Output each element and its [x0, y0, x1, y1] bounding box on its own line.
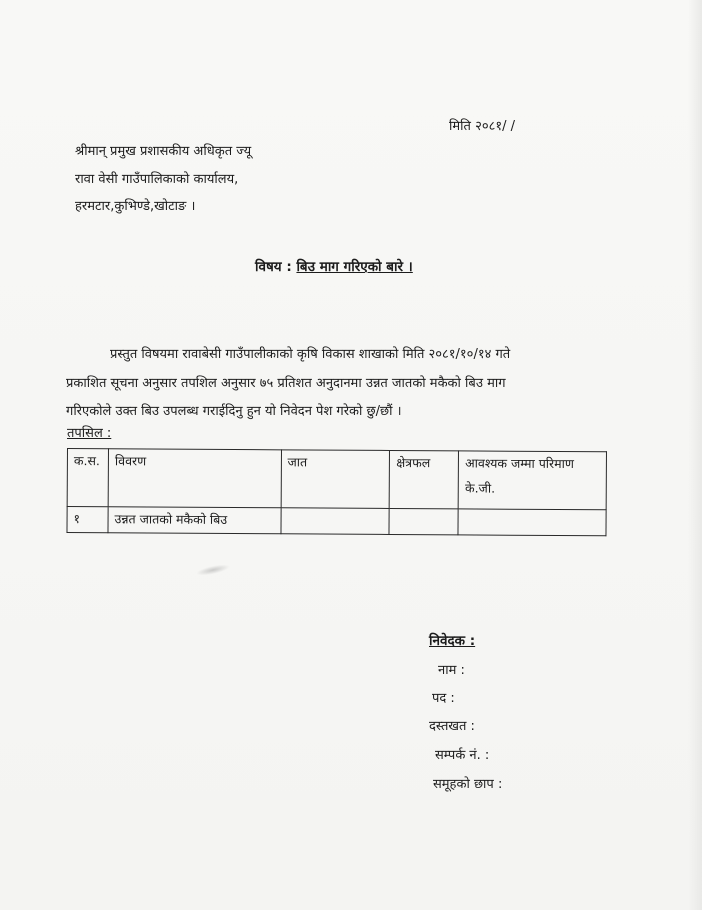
- header-quantity-unit: के.जी.: [464, 480, 496, 496]
- subject-text: बिउ माग गरिएको बारे ।: [296, 259, 413, 275]
- applicant-title: निवेदक :: [429, 633, 476, 649]
- applicant-contact-label: सम्पर्क नं. :: [435, 748, 490, 763]
- table-row: [67, 507, 606, 536]
- table-header-row: [67, 449, 606, 510]
- date-line: [449, 116, 515, 134]
- body-line-2: प्रकाशित सूचना अनुसार तपशिल अनुसार ७५ प्रतिशत अनुदानमा उन्नत जातको मकैको बिउ माग: [66, 376, 506, 391]
- applicant-post-label: पद :: [432, 691, 455, 706]
- applicant-name-label: नाम :: [438, 663, 465, 678]
- header-sn: क.स.: [67, 449, 108, 507]
- cell-quantity: [458, 509, 606, 536]
- subject-line: [255, 257, 413, 275]
- header-type: जात: [281, 450, 390, 509]
- details-heading: तपसिल :: [67, 426, 112, 441]
- recipient-line-1: श्रीमान् प्रमुख प्रशासकीय अधिकृत ज्यू: [75, 144, 252, 159]
- recipient-line-3: हरमटार,कुभिण्डे,खोटाङ ।: [75, 199, 196, 214]
- cell-description: उन्नत जातको मकैको बिउ: [108, 507, 281, 534]
- applicant-stamp-label: समूहको छाप :: [433, 777, 503, 792]
- cell-type: [281, 508, 390, 535]
- paper-edge-shadow: [688, 0, 702, 910]
- cell-area: [389, 508, 458, 534]
- date-value: २०८१/ /: [475, 119, 515, 134]
- header-quantity: [458, 451, 606, 510]
- subject-label: विषय :: [255, 259, 292, 275]
- cell-sn: १: [67, 507, 108, 533]
- header-area: क्षेत्रफल: [389, 450, 458, 508]
- details-table: [66, 448, 607, 536]
- header-quantity-label: आवश्यक जम्मा परिमाण: [465, 455, 574, 472]
- header-description: विवरण: [108, 449, 281, 508]
- date-label: मिति: [449, 119, 471, 134]
- recipient-line-2: रावा वेसी गाउँपालिकाको कार्यालय,: [75, 172, 239, 187]
- body-line-3: गरिएकोले उक्त बिउ उपलब्ध गराईदिनु हुन यो निवेदन पेश गरेको छु/छौं ।: [66, 404, 402, 419]
- ink-smudge: [196, 563, 231, 578]
- applicant-signature-label: दस्तखत :: [429, 719, 475, 734]
- body-line-1: प्रस्तुत विषयमा रावाबेसी गाउँपालीकाको कृषि विकास शाखाको मिति २०८१/१०/१४ गते: [110, 347, 511, 362]
